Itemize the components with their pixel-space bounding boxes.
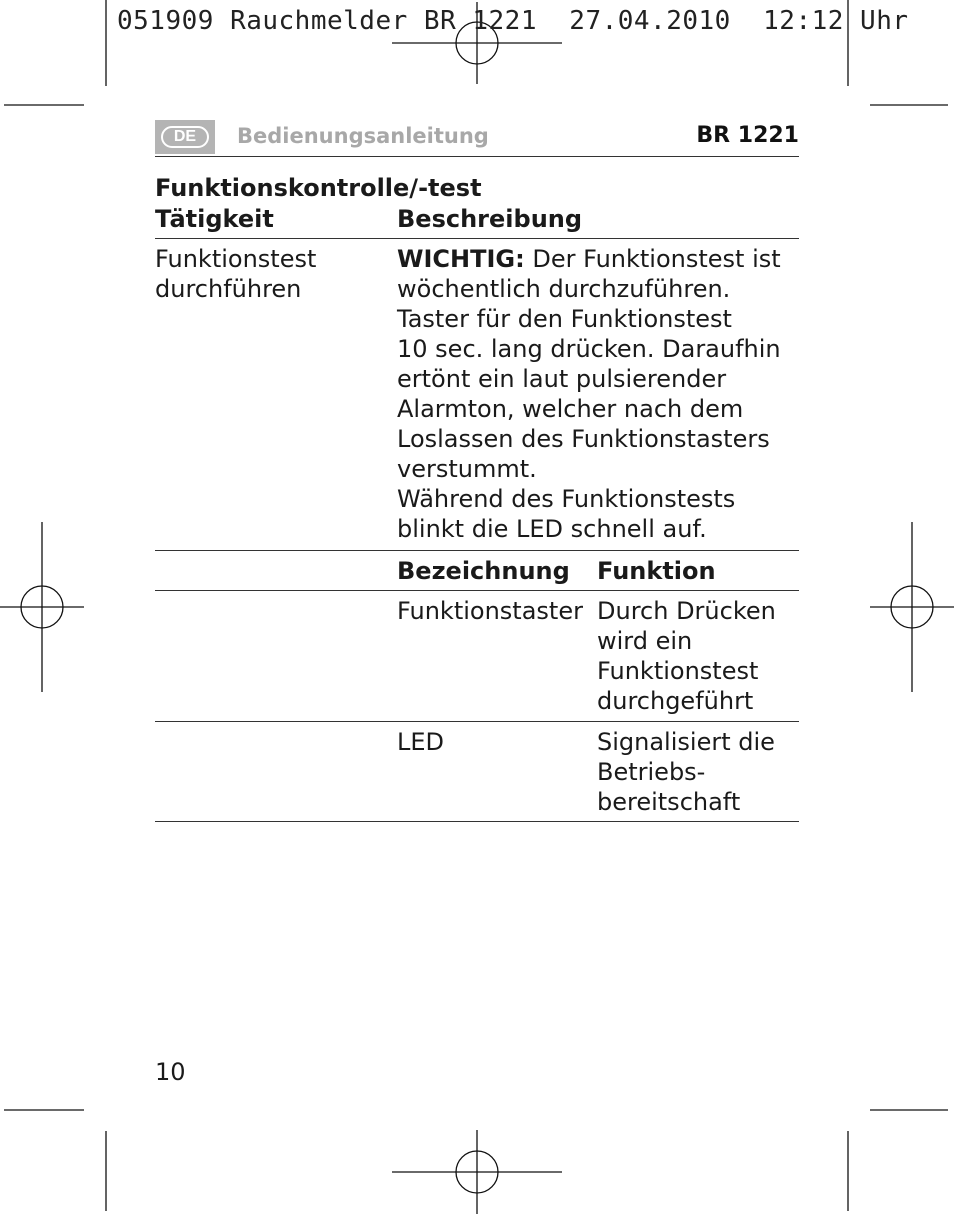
description-line: ertönt ein laut pulsierender — [397, 365, 727, 393]
table-rule — [155, 721, 799, 722]
description-line: 10 sec. lang drücken. Daraufhin — [397, 335, 781, 363]
important-label: WICHTIG: — [397, 245, 525, 273]
component-name: Funktionstaster — [397, 597, 583, 625]
document-label: Bedienungsanleitung — [237, 124, 489, 148]
table-rule — [155, 238, 799, 239]
section-title: Funktionskontrolle/-test — [155, 174, 482, 202]
description-line: blinkt die LED schnell auf. — [397, 515, 707, 543]
table-rule — [155, 550, 799, 551]
print-slug: 051909 Rauchmelder BR 1221 27.04.2010 12:12 Uhr — [117, 6, 909, 36]
column-header-function: Funktion — [597, 557, 716, 585]
column-header-activity: Tätigkeit — [155, 205, 274, 233]
component-name: LED — [397, 728, 445, 756]
function-line: durchgeführt — [597, 687, 754, 715]
function-line: bereitschaft — [597, 788, 741, 816]
table-rule — [155, 590, 799, 591]
function-line: wird ein — [597, 627, 693, 655]
table-rule — [155, 821, 799, 822]
description-line: verstummt. — [397, 455, 537, 483]
language-badge-label: DE — [161, 126, 209, 148]
description-line: Während des Funktionstests — [397, 485, 736, 513]
page-number: 10 — [155, 1058, 186, 1086]
model-number: BR 1221 — [696, 123, 799, 148]
function-line: Betriebs- — [597, 758, 706, 786]
description-line: Alarmton, welcher nach dem — [397, 395, 744, 423]
description-text: Der Funktionstest ist — [524, 245, 781, 273]
function-line: Durch Drücken — [597, 597, 776, 625]
column-header-name: Bezeichnung — [397, 557, 570, 585]
language-badge — [155, 120, 215, 154]
activity-line: Funktionstest — [155, 245, 317, 273]
description-line: Loslassen des Funktionstasters — [397, 425, 770, 453]
function-line: Funktionstest — [597, 657, 759, 685]
column-header-description: Beschreibung — [397, 205, 583, 233]
activity-line: durchführen — [155, 275, 302, 303]
page-header — [155, 118, 799, 157]
description-first-line — [397, 244, 781, 274]
description-line: wöchentlich durchzuführen. — [397, 275, 731, 303]
function-line: Signalisiert die — [597, 728, 775, 756]
description-line: Taster für den Funktionstest — [397, 305, 732, 333]
